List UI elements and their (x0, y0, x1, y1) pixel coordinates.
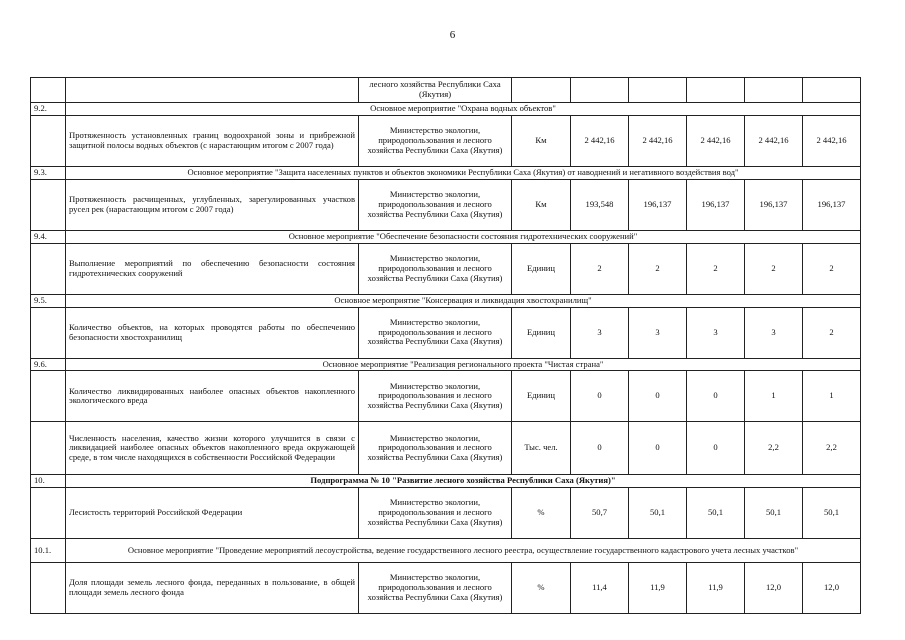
value-cell (803, 78, 861, 103)
table-row (31, 179, 861, 230)
row-number (31, 488, 66, 539)
value-cell: 50,1 (629, 488, 687, 539)
value-cell: 0 (687, 371, 745, 422)
value-cell: 0 (629, 422, 687, 475)
row-number: 9.5. (31, 294, 66, 307)
row-number (31, 243, 66, 294)
section-title: Основное мероприятие "Защита населенных пунктов и объектов экономики Республики Саха (Якутия) от наводнений и негативного воздействия вод" (66, 166, 861, 179)
value-cell: 2 442,16 (803, 115, 861, 166)
table-row (31, 243, 861, 294)
value-cell: 196,137 (687, 179, 745, 230)
value-cell: 11,9 (687, 563, 745, 614)
row-number: 9.6. (31, 358, 66, 371)
value-cell: 2 (803, 243, 861, 294)
value-cell: 2 (629, 243, 687, 294)
section-row-9-2 (31, 103, 861, 116)
section-row-9-6 (31, 358, 861, 371)
indicator-cell: Протяженность расчищенных, углубленных, зарегулированных участков русел рек (нарастающим итогом с 2007 года) (66, 179, 359, 230)
value-cell: 2 (803, 307, 861, 358)
section-title: Основное мероприятие "Охрана водных объектов" (66, 103, 861, 116)
value-cell: 50,1 (745, 488, 803, 539)
table-row (31, 115, 861, 166)
responsible-cell: Министерство экологии, природопользования и лесного хозяйства Республики Саха (Якутия) (359, 563, 512, 614)
value-cell: 193,548 (571, 179, 629, 230)
row-number (31, 115, 66, 166)
row-number (31, 307, 66, 358)
value-cell: 2 (571, 243, 629, 294)
value-cell: 11,9 (629, 563, 687, 614)
indicator-cell: Количество объектов, на которых проводятся работы по обеспечению безопасности хвостохранилищ (66, 307, 359, 358)
table-row (31, 371, 861, 422)
unit-cell: Тыс. чел. (512, 422, 571, 475)
unit-cell: Единиц (512, 371, 571, 422)
unit-cell: % (512, 488, 571, 539)
responsible-cell: Министерство экологии, природопользования и лесного хозяйства Республики Саха (Якутия) (359, 307, 512, 358)
value-cell (571, 78, 629, 103)
unit-cell: % (512, 563, 571, 614)
value-cell: 3 (687, 307, 745, 358)
value-cell (629, 78, 687, 103)
value-cell: 2 (745, 243, 803, 294)
value-cell: 1 (745, 371, 803, 422)
responsible-cell: Министерство экологии, природопользования и лесного хозяйства Республики Саха (Якутия) (359, 243, 512, 294)
value-cell (745, 78, 803, 103)
value-cell: 3 (571, 307, 629, 358)
indicator-cell: Количество ликвидированных наиболее опасных объектов накопленного экологического вреда (66, 371, 359, 422)
row-number: 10.1. (31, 539, 66, 563)
section-title: Основное мероприятие "Реализация регионального проекта "Чистая страна" (66, 358, 861, 371)
value-cell: 0 (687, 422, 745, 475)
value-cell: 3 (745, 307, 803, 358)
table-row (31, 488, 861, 539)
responsible-cell: Министерство экологии, природопользования и лесного хозяйства Республики Саха (Якутия) (359, 371, 512, 422)
row-number (31, 179, 66, 230)
indicator-cell: Протяженность установленных границ водоохраной зоны и прибрежной защитной полосы водных объектов (с нарастающим итогом с 2007 года) (66, 115, 359, 166)
indicator-cell: Выполнение мероприятий по обеспечению безопасности состояния гидротехнических сооружений (66, 243, 359, 294)
section-title: Основное мероприятие "Консервация и ликвидация хвостохранилищ" (66, 294, 861, 307)
row-number: 9.3. (31, 166, 66, 179)
responsible-cell: лесного хозяйства Республики Саха (Якутия) (359, 78, 512, 103)
value-cell: 50,1 (687, 488, 745, 539)
row-number: 10. (31, 475, 66, 488)
indicator-cell: Численность населения, качество жизни которого улучшится в связи с ликвидацией наиболее опасных объектов накопленного вреда окружающей среде, в том числе находящихся в собственности Российской Федерации (66, 422, 359, 475)
value-cell: 0 (571, 371, 629, 422)
responsible-cell: Министерство экологии, природопользования и лесного хозяйства Республики Саха (Якутия) (359, 488, 512, 539)
subprogram-row-10 (31, 475, 861, 488)
unit-cell: Км (512, 179, 571, 230)
value-cell: 2 442,16 (629, 115, 687, 166)
unit-cell: Единиц (512, 307, 571, 358)
indicator-cell: Лесистость территорий Российской Федерации (66, 488, 359, 539)
section-row-9-4 (31, 230, 861, 243)
table-row (31, 422, 861, 475)
unit-cell: Единиц (512, 243, 571, 294)
indicator-cell (66, 78, 359, 103)
value-cell: 2 442,16 (571, 115, 629, 166)
unit-cell (512, 78, 571, 103)
value-cell: 196,137 (803, 179, 861, 230)
value-cell: 196,137 (745, 179, 803, 230)
responsible-cell: Министерство экологии, природопользования и лесного хозяйства Республики Саха (Якутия) (359, 115, 512, 166)
table-row (31, 307, 861, 358)
value-cell: 11,4 (571, 563, 629, 614)
value-cell: 2,2 (803, 422, 861, 475)
value-cell: 12,0 (745, 563, 803, 614)
row-number: 9.2. (31, 103, 66, 116)
section-row-9-3 (31, 166, 861, 179)
value-cell: 0 (571, 422, 629, 475)
section-title: Основное мероприятие "Обеспечение безопасности состояния гидротехнических сооружений" (66, 230, 861, 243)
value-cell: 2,2 (745, 422, 803, 475)
value-cell: 0 (629, 371, 687, 422)
row-number (31, 78, 66, 103)
page-number: 6 (449, 29, 456, 41)
row-number (31, 563, 66, 614)
responsible-cell: Министерство экологии, природопользования и лесного хозяйства Республики Саха (Якутия) (359, 179, 512, 230)
value-cell: 2 442,16 (687, 115, 745, 166)
responsible-cell: Министерство экологии, природопользования и лесного хозяйства Республики Саха (Якутия) (359, 422, 512, 475)
value-cell: 196,137 (629, 179, 687, 230)
row-number (31, 422, 66, 475)
value-cell: 1 (803, 371, 861, 422)
value-cell: 2 (687, 243, 745, 294)
row-number (31, 371, 66, 422)
value-cell (687, 78, 745, 103)
subprogram-title: Подпрограмма № 10 "Развитие лесного хозяйства Республики Саха (Якутия)" (66, 475, 861, 488)
section-row-9-5 (31, 294, 861, 307)
value-cell: 50,7 (571, 488, 629, 539)
value-cell: 2 442,16 (745, 115, 803, 166)
value-cell: 50,1 (803, 488, 861, 539)
table-row-continued (31, 78, 861, 103)
indicator-cell: Доля площади земель лесного фонда, переданных в пользование, в общей площади земель лесного фонда (66, 563, 359, 614)
value-cell: 3 (629, 307, 687, 358)
section-row-10-1 (31, 539, 861, 563)
table-row (31, 563, 861, 614)
row-number: 9.4. (31, 230, 66, 243)
section-title: Основное мероприятие "Проведение мероприятий лесоустройства, ведение государственного лесного реестра, осуществление государственного кадастрового учета лесных участков" (66, 539, 861, 563)
value-cell: 12,0 (803, 563, 861, 614)
indicators-table (30, 77, 861, 614)
unit-cell: Км (512, 115, 571, 166)
